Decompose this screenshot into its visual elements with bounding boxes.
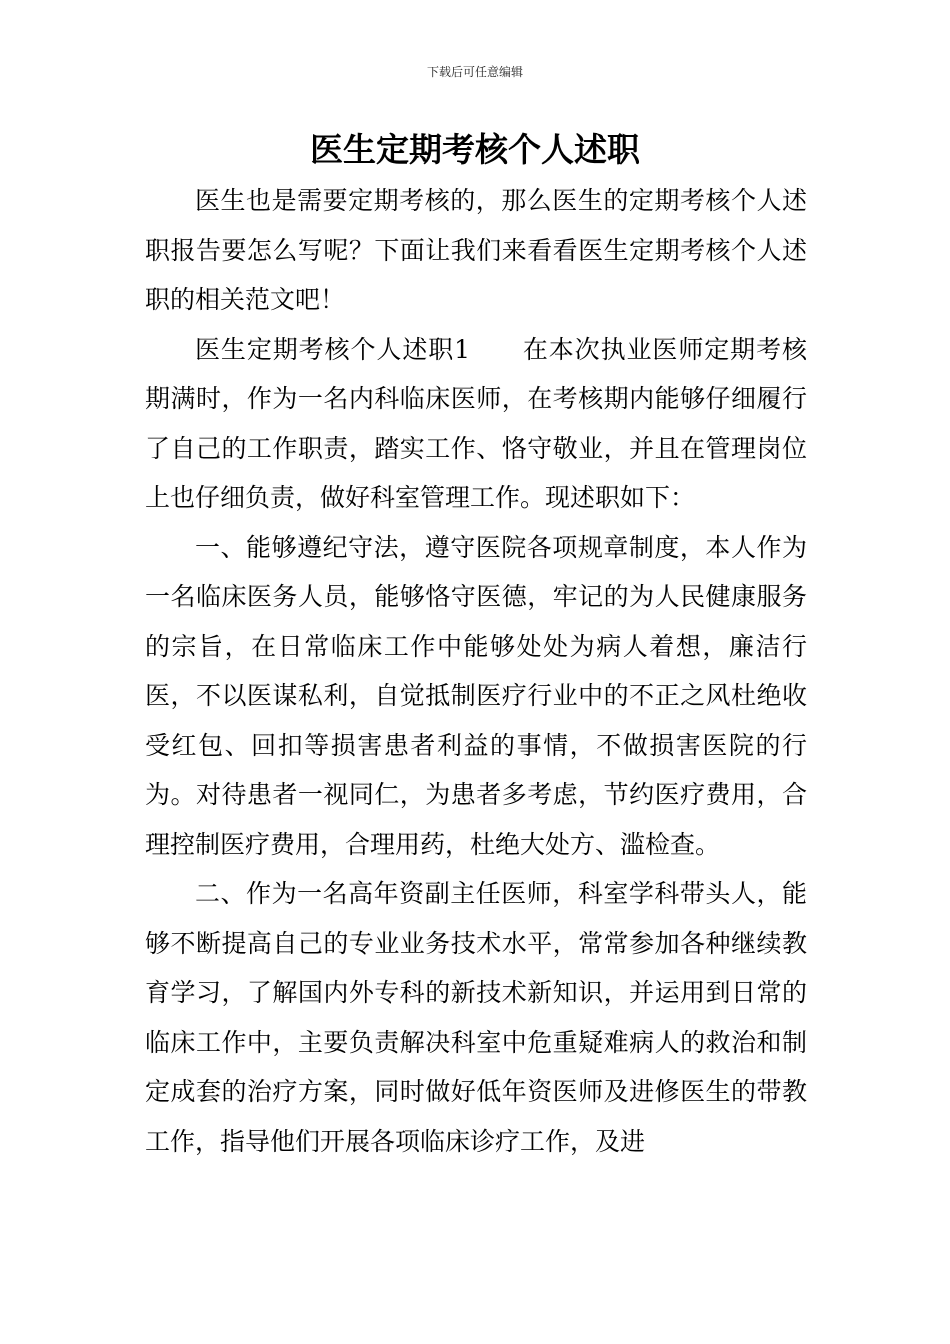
document-title: 医生定期考核个人述职 — [310, 130, 640, 169]
paragraph-point-2: 二、作为一名高年资副主任医师，科室学科带头人，能够不断提高自己的专业业务技术水平，常常参加各种继续教育学习，了解国内外专科的新技术新知识，并运用到日常的临床工作中，主要负责解决科室中危重疑难病人的救治和制定成套的治疗方案，同时做好低年资医师及进修医生的带教工作，指导他们开展各项临床诊疗工作，及进 — [145, 879, 807, 1156]
paragraph-section-1: 医生定期考核个人述职1 在本次执业医师定期考核期满时，作为一名内科临床医师，在考核期内能够仔细履行了自己的工作职责，踏实工作、恪守敬业，并且在管理岗位上也仔细负责，做好科室管理工作。现述职如下： — [145, 334, 807, 512]
paragraph-intro: 医生也是需要定期考核的，那么医生的定期考核个人述职报告要怎么写呢？下面让我们来看看医生定期考核个人述职的相关范文吧！ — [145, 186, 807, 314]
download-note: 下载后可任意编辑 — [426, 65, 523, 79]
paragraph-point-1: 一、能够遵纪守法，遵守医院各项规章制度，本人作为一名临床医务人员，能够恪守医德，牢记的为人民健康服务的宗旨，在日常临床工作中能够处处为病人着想，廉洁行医，不以医谋私利，自觉抵制医疗行业中的不正之风杜绝收受红包、回扣等损害患者利益的事情，不做损害医院的行为。对待患者一视同仁，为患者多考虑，节约医疗费用，合理控制医疗费用，合理用药，杜绝大处方、滥检查。 — [145, 532, 807, 859]
document-body — [145, 176, 807, 1166]
